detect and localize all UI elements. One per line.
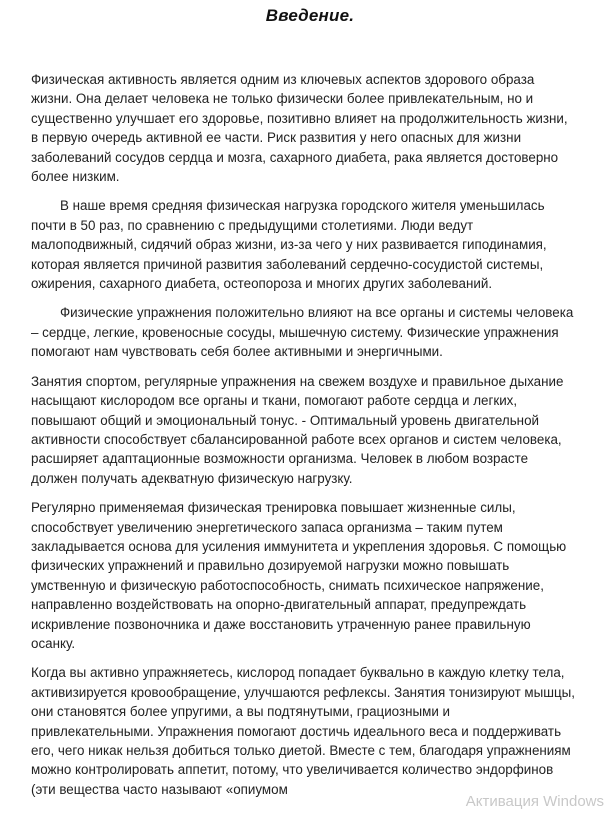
paragraph-5: Регулярно применяемая физическая тренировка повышает жизненные силы, способствует увеличению энергетического запаса организма – таким путем закладывается основа для усиления иммунитета и укрепления здоровья. С помощью физических упражнений и правильно дозируемой нагрузки можно повышать умственную и физическую работоспособность, снимать психическое напряжение, направленно воздействовать на опорно-двигательный аппарат, предупреждать искривление позвоночника и даже восстановить утраченную ранее правильную осанку. [31, 500, 567, 651]
paragraph-3: Физические упражнения положительно влияют на все органы и системы человека – сердце, легкие, кровеносные сосуды, мышечную систему. Физические упражнения помогают нам чувствовать себя более активными и энергичными. [31, 305, 574, 360]
paragraph-4: Занятия спортом, регулярные упражнения на свежем воздухе и правильное дыхание насыщают кислородом все органы и ткани, помогают работе сердца и легких, повышают общий и эмоциональный тонус. - Оптимальный уровень двигательной активности способствует сбалансированной работе всех органов и систем человека, расширяет адаптационные возможности организма. Человек в любом возрасте должен получать адекватную физическую нагрузку. [31, 373, 564, 486]
paragraph-1: Физическая активность является одним из ключевых аспектов здорового образа жизни. Она делает человека не только физически более привлекательным, но и существенно улучшает его здоровье, позитивно влияет на продолжительность жизни, в первую очередь активной ее части. Риск развития у него опасных для жизни заболеваний сосудов сердца и мозга, сахарного диабета, рака является достоверно более низким. [31, 72, 568, 185]
paragraph-2: В наше время средняя физическая нагрузка городского жителя уменьшилась почти в 50 раз, по сравнению с предыдущими столетиями. Люди ведут малоподвижный, сидячий образ жизни, из-за чего у них развивается гиподинамия, которая является причиной развития заболеваний сердечно-сосудистой системы, ожирения, сахарного диабета, остеопороза и многих других заболеваний. [31, 198, 547, 292]
paragraph-6: Когда вы активно упражняетесь, кислород попадает буквально в каждую клетку тела, активизируется кровообращение, улучшаются рефлексы. Занятия тонизируют мышцы, они становятся более упругими, а вы подтянутыми, грациозными и привлекательными. Упражнения помогают достичь идеального веса и поддерживать его, чего никак нельзя добиться только диетой. Вместе с тем, благодаря упражнениям можно контролировать аппетит, потому, что увеличивается количество эндорфинов (эти вещества часто называют «опиумом [31, 665, 576, 797]
document-body [31, 70, 576, 799]
windows-activation-watermark: Активация Windows [465, 793, 604, 810]
document-title: Введение. [265, 6, 355, 25]
